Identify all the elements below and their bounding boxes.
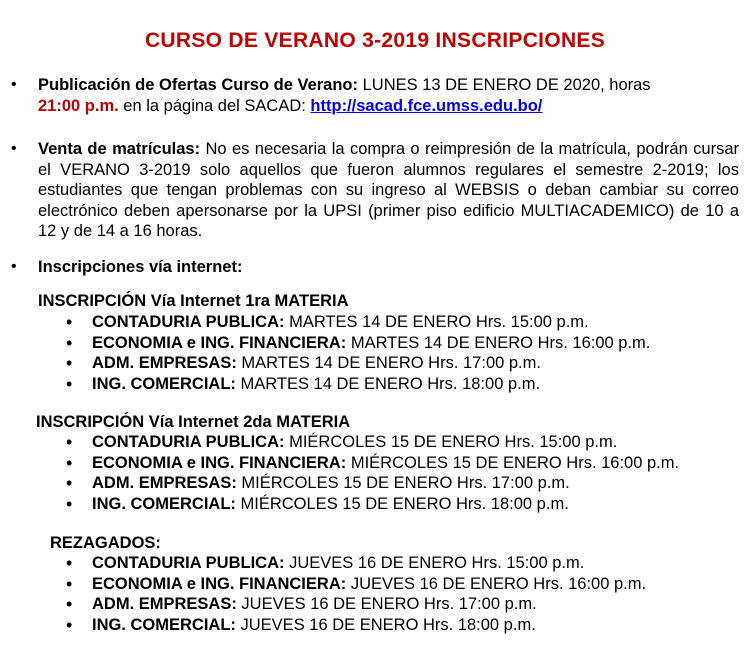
list-item (66, 594, 646, 615)
schedule-text: JUEVES 16 DE ENERO Hrs. 16:00 p.m. (346, 574, 647, 593)
list-item (66, 553, 646, 574)
schedule-list-2da-materia (66, 432, 679, 514)
list-item (66, 615, 646, 636)
career-label: CONTADURIA PUBLICA: (92, 313, 285, 331)
venta-text: No es necesaria la compra o reimpresión de la matrícula, podrán cursar el VERANO 3-2019 solo aquellos que fueron alumnos regulares el semestre 2-2019; los estudiantes que tengan problemas con su ingreso al WEBSIS o deban cambiar su correo electrónico deben apersonarse por la UPSI (primer piso edificio MULTIACADEMICO) de 10 a 12 y de 14 a 16 horas. (38, 140, 739, 240)
bullet: • (11, 76, 17, 93)
publicacion-label: Publicación de Ofertas Curso de Verano: (38, 76, 359, 94)
schedule-list-rezagados (66, 553, 646, 635)
schedule-text: JUEVES 16 DE ENERO Hrs. 18:00 p.m. (235, 615, 536, 634)
list-item (66, 574, 646, 595)
career-label: ECONOMIA e ING. FINANCIERA: (92, 333, 347, 352)
bullet: • (11, 258, 17, 275)
career-label: ADM. EMPRESAS: (92, 354, 237, 372)
inscripciones-heading (38, 257, 739, 278)
publicacion-text2: en la página del SACAD: (118, 96, 311, 115)
venta-label: Venta de matrículas: (38, 140, 201, 158)
schedule-text: MARTES 14 DE ENERO Hrs. 18:00 p.m. (235, 374, 541, 393)
schedule-text: JUEVES 16 DE ENERO Hrs. 17:00 p.m. (236, 595, 537, 613)
career-label: ECONOMIA e ING. FINANCIERA: (92, 574, 347, 593)
list-item (66, 473, 679, 494)
career-label: ING. COMERCIAL: (92, 494, 236, 513)
schedule-text: MARTES 14 DE ENERO Hrs. 16:00 p.m. (346, 333, 651, 352)
schedule-text: MIÉRCOLES 15 DE ENERO Hrs. 18:00 p.m. (235, 494, 569, 513)
career-label: ING. COMERCIAL: (92, 615, 236, 634)
career-label: ADM. EMPRESAS: (92, 474, 237, 492)
list-item (66, 353, 650, 374)
group-heading-2da-materia: INSCRIPCIÓN Vía Internet 2da MATERIA (36, 413, 351, 431)
list-item (66, 494, 679, 515)
publicacion-paragraph (38, 75, 739, 116)
career-label: CONTADURIA PUBLICA: (92, 554, 285, 572)
list-item (66, 374, 650, 395)
schedule-text: MARTES 14 DE ENERO Hrs. 17:00 p.m. (236, 354, 541, 372)
venta-paragraph (38, 139, 739, 242)
publicacion-time: 21:00 p.m. (38, 96, 119, 115)
sacad-link[interactable]: http://sacad.fce.umss.edu.bo/ (310, 96, 543, 115)
schedule-list-1ra-materia (66, 312, 650, 394)
career-label: ADM. EMPRESAS: (92, 595, 237, 613)
publicacion-text1: LUNES 13 DE ENERO DE 2020, horas (358, 76, 651, 94)
group-heading-1ra-materia: INSCRIPCIÓN Vía Internet 1ra MATERIA (38, 292, 349, 310)
career-label: ING. COMERCIAL: (92, 374, 236, 393)
career-label: CONTADURIA PUBLICA: (92, 433, 285, 451)
schedule-text: JUEVES 16 DE ENERO Hrs. 15:00 p.m. (284, 554, 585, 572)
list-item (66, 333, 650, 354)
group-heading-rezagados: REZAGADOS: (50, 534, 161, 552)
schedule-text: MIÉRCOLES 15 DE ENERO Hrs. 17:00 p.m. (236, 474, 570, 492)
inscripciones-label: Inscripciones vía internet: (38, 258, 243, 276)
schedule-text: MARTES 14 DE ENERO Hrs. 15:00 p.m. (284, 313, 589, 331)
schedule-text: MIÉRCOLES 15 DE ENERO Hrs. 15:00 p.m. (284, 433, 618, 451)
page-title: CURSO DE VERANO 3-2019 INSCRIPCIONES (144, 29, 606, 52)
schedule-text: MIÉRCOLES 15 DE ENERO Hrs. 16:00 p.m. (346, 453, 680, 472)
list-item (66, 432, 679, 453)
career-label: ECONOMIA e ING. FINANCIERA: (92, 453, 347, 472)
list-item (66, 453, 679, 474)
list-item (66, 312, 650, 333)
bullet: • (11, 140, 17, 157)
